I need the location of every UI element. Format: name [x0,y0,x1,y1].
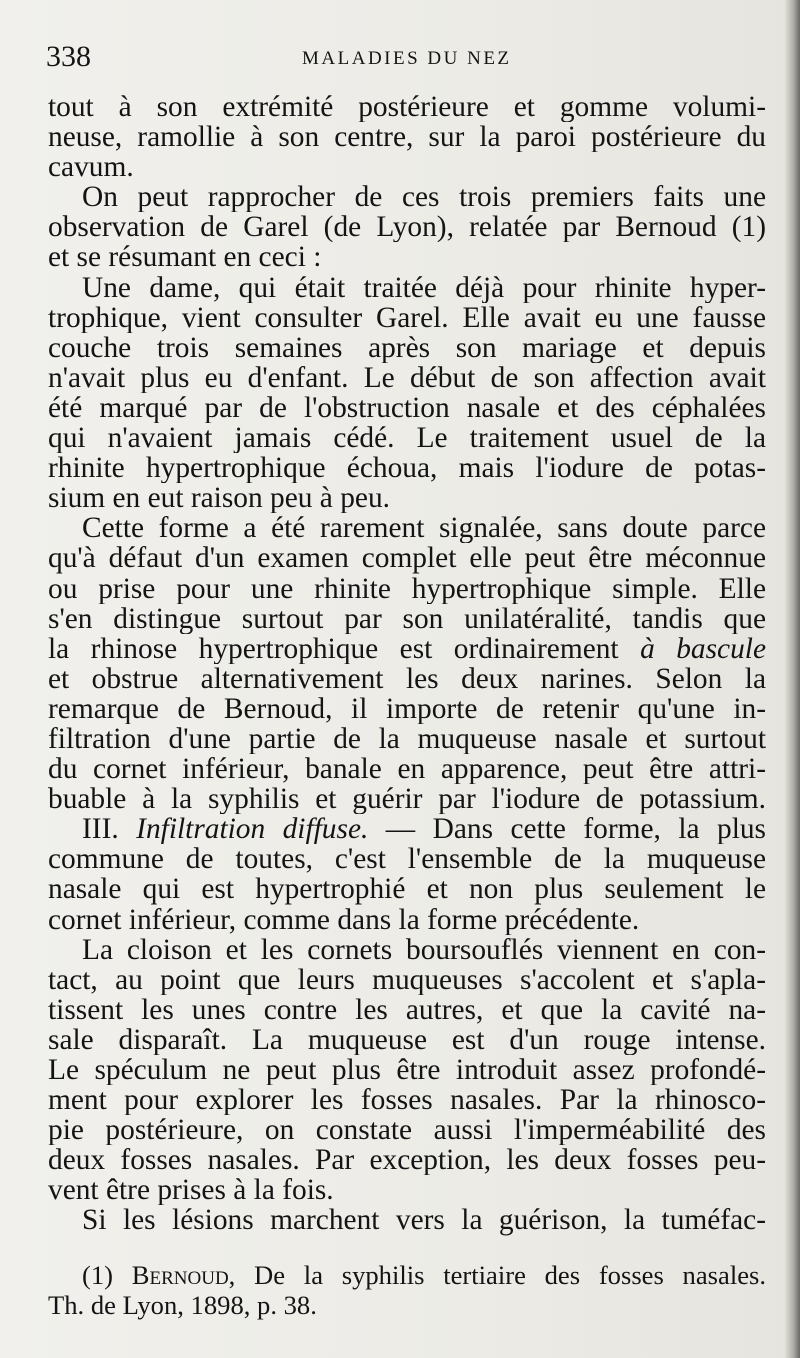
text-line: filtration d'une partie de la muqueuse nasale et surtout [48,723,766,755]
footnote [48,1260,766,1320]
text-line: et obstrue alternativement les deux narines. Selon la [48,663,766,694]
page-edge-shadow [784,0,800,1358]
page-header [46,40,766,84]
text-line: remarque de Bernoud, il importe de retenir qu'une in- [48,693,766,724]
footnote-line: Th. de Lyon, 1898, p. 38. [48,1290,317,1320]
text-line: s'en distingue surtout par son unilatéralité, tandis que [48,603,766,634]
text-line: tact, au point que leurs muqueuses s'accolent et s'apla- [48,964,766,995]
text-segment: la rhinose hypertrophique est ordinairement [48,633,619,664]
text-line: On peut rapprocher de ces trois premiers faits une [82,182,766,213]
text-line: deux fosses nasales. Par exception, les deux fosses peu- [48,1145,766,1176]
italic-term: à bascule [640,633,766,664]
text-line [48,634,766,664]
section-title: Infiltration diffuse. [136,814,369,845]
text-line: neuse, ramollie à son centre, sur la paroi postérieure du [48,122,766,153]
text-line: été marqué par de l'obstruction nasale et des céphalées [48,392,766,424]
section-numeral: III. [82,814,119,845]
text-line: sium en eut raison peu à peu. [48,483,390,514]
footnote-author: Bernoud [131,1260,229,1290]
text-line: Cette forme a été rarement signalée, sans doute parce [82,513,766,544]
footnote-line [48,1260,766,1290]
text-line: vent être prises à la fois. [48,1175,334,1206]
text-line: tissent les unes contre les autres, et que la cavité na- [48,994,766,1025]
section-heading-line [48,814,766,844]
text-line: trophique, vient consulter Garel. Elle avait eu une fausse [48,302,766,333]
footnote-title: , De la syphilis tertiaire des fosses nasales. [228,1260,766,1290]
text-line: Le spéculum ne peut plus être introduit assez profondé- [48,1055,766,1086]
text-segment: — Dans cette forme, la plus [385,814,766,845]
footnote-marker: (1) [82,1260,114,1290]
text-line: observation de Garel (de Lyon), relatée par Bernoud (1) [48,212,766,243]
text-line: qui n'avaient jamais cédé. Le traitement usuel de la [48,423,766,454]
text-line: commune de toutes, c'est l'ensemble de la muqueuse [48,844,766,875]
text-line: rhinite hypertrophique échoua, mais l'iodure de potas- [48,453,766,484]
text-line: cornet inférieur, comme dans la forme précédente. [48,904,640,935]
body-text [48,92,766,1236]
text-line: nasale qui est hypertrophié et non plus seulement le [48,874,766,905]
text-line: buable à la syphilis et guérir par l'iodure de potassium. [48,784,766,815]
text-line: sale disparaît. La muqueuse est d'un rouge intense. [48,1024,766,1055]
running-title: MALADIES DU NEZ [302,48,512,69]
text-line: n'avait plus eu d'enfant. Le début de son affection avait [48,362,766,393]
text-line: du cornet inférieur, banale en apparence, peut être attri- [48,754,766,785]
text-line: couche trois semaines après son mariage et depuis [48,332,766,363]
page-number: 338 [46,40,91,73]
text-line: ment pour explorer les fosses nasales. Par la rhinosco- [48,1085,766,1116]
text-line: et se résumant en ceci : [48,242,322,273]
text-line: qu'à défaut d'un examen complet elle peut être méconnue [48,543,766,574]
text-line: cavum. [48,152,134,183]
text-line: La cloison et les cornets boursouflés viennent en con- [82,934,766,965]
text-line: Si les lésions marchent vers la guérison, la tuméfac- [82,1205,766,1236]
text-line: pie postérieure, on constate aussi l'imperméabilité des [48,1115,766,1146]
text-line: tout à son extrémité postérieure et gomme volumi- [48,92,766,123]
text-line: Une dame, qui était traitée déjà pour rhinite hyper- [82,272,766,303]
text-line: ou prise pour une rhinite hypertrophique simple. Elle [48,573,766,604]
